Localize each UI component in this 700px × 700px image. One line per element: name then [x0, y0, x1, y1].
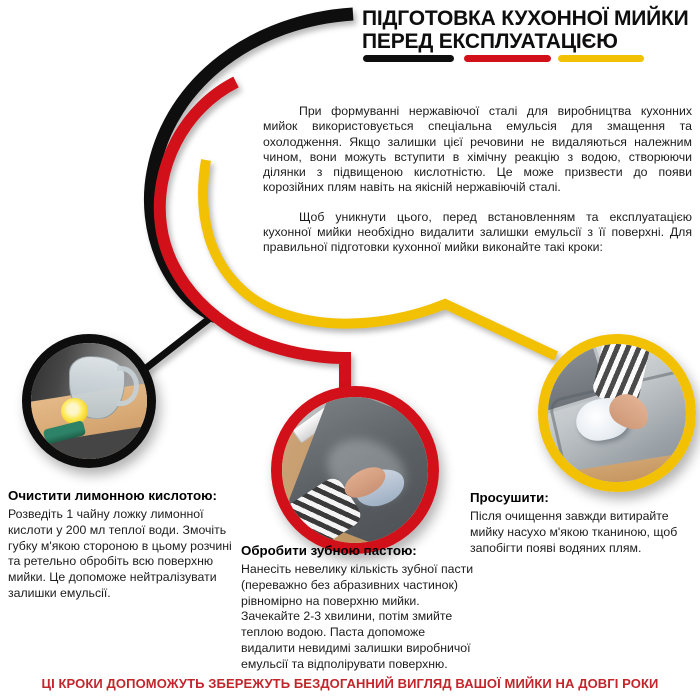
step3-heading: Просушити:	[470, 490, 549, 505]
footer-slogan: ЦІ КРОКИ ДОПОМОЖУТЬ ЗБЕРЕЖУТЬ БЕЗДОГАННИЙ ВИГЛЯД ВАШОЇ МИЙКИ НА ДОВГІ РОКИ	[41, 676, 659, 691]
title-underline-black	[363, 55, 454, 62]
intro-paragraph-2: Щоб уникнути цього, перед встановленням та експлуатацією кухонної мийки необхідно видалити залишки емульсії з її поверхні. Для правильної підготовки кухонної мийки виконайте такі кроки:	[263, 209, 692, 255]
step3-photo-circle	[538, 334, 696, 492]
title-underline-yellow	[558, 55, 644, 62]
toothpaste-on-sink-photo	[282, 397, 428, 543]
black-connector-line	[136, 315, 214, 376]
step1-text-block	[8, 487, 238, 602]
intro-paragraph-1: При формуванні нержавіючої сталі для виробництва кухонних мийок використовується спеціальна емульсія для змащення та охолодження. Якщо залишки цієї речовини не видаляються належним чином, вони можуть вступити в хімічну реакцію з водою, створюючи ділянки з підвищеною кислотністю. Це може призвести до появи корозійних плям навіть на якісній нержавіючій сталі.	[263, 104, 692, 195]
step2-body: Нанесіть невелику кількість зубної пасти (переважно без абразивних частинок) рівномірно на поверхню мийки. Зачекайте 2-3 хвилини, потім змийте теплою водою. Паста допоможе видалити невидимі залишки виробничої емульсії та відполірувати поверхню.	[241, 562, 474, 671]
page-title	[362, 7, 692, 53]
title-line-2: ПЕРЕД ЕКСПЛУАТАЦІЄЮ	[362, 30, 618, 53]
step1-photo-circle	[22, 334, 156, 468]
step2-text-block	[241, 542, 475, 673]
intro-text	[263, 104, 692, 270]
step2-photo-circle	[271, 386, 439, 554]
drying-sink-with-cloth-photo	[548, 344, 686, 482]
step3-text-block	[470, 489, 698, 556]
step1-body: Розведіть 1 чайну ложку лимонної кислоти у 200 мл теплої води. Змочіть губку м'якою стороною в цьому розчині та ретельно обробіть всю поверхню мийки. Це допоможе нейтралізувати залишки емульсії.	[8, 507, 232, 600]
glass-pitcher-lemon-sponge-photo	[31, 343, 147, 459]
step1-heading: Очистити лимонною кислотою:	[8, 488, 217, 503]
title-underline-red	[464, 55, 551, 62]
step3-body: Після очищення завжди витирайте мийку насухо м'якою тканиною, щоб запобігти появі водяних плям.	[470, 509, 678, 555]
title-line-1: ПІДГОТОВКА КУХОННОЇ МИЙКИ	[362, 7, 689, 30]
step2-heading: Обробити зубною пастою:	[241, 543, 417, 558]
